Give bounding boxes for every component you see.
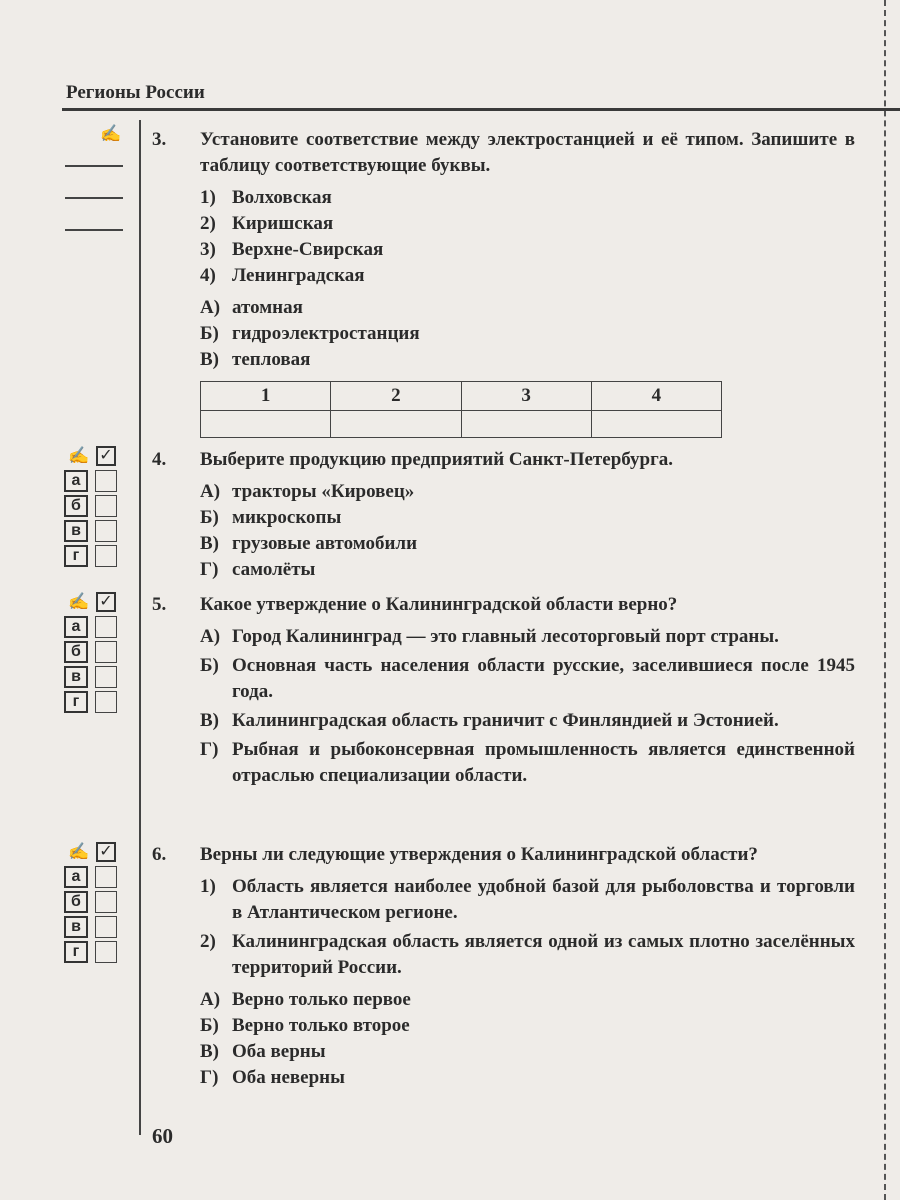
answer-box[interactable]	[95, 641, 117, 663]
pencil-icon: ✍	[68, 592, 90, 611]
question-text: Установите соответствие между электростанцией и её типом. Запишите в таблицу соответствующие буквы.	[200, 129, 855, 176]
option-key: Б)	[200, 655, 219, 676]
list-item	[200, 1013, 855, 1039]
letter-box: б	[64, 891, 88, 913]
letter-box: а	[64, 470, 88, 492]
option-text: Рыбная и рыбоконсервная промышленность является единственной отраслью специализации области.	[232, 739, 855, 786]
statement-text: Область является наиболее удобной базой для рыболовства и торговли в Атлантическом регионе.	[232, 876, 855, 923]
checkbox-icon: ✓	[96, 592, 116, 612]
letter-box: г	[64, 545, 88, 567]
item-text: Ленинградская	[232, 265, 365, 286]
list-item	[200, 624, 855, 650]
list-item	[200, 1065, 855, 1091]
list-item	[200, 557, 855, 583]
list-item	[200, 531, 855, 557]
question-text: Какое утверждение о Калининградской области верно?	[200, 594, 678, 615]
item-key: 4)	[200, 265, 216, 286]
question-text: Верны ли следующие утверждения о Калининградской области?	[200, 844, 758, 865]
option-key: Г)	[200, 739, 219, 760]
question-4	[152, 447, 855, 583]
checkbox-icon: ✓	[96, 446, 116, 466]
checkbox-icon: ✓	[96, 842, 116, 862]
question-3	[152, 127, 855, 438]
statement-key: 2)	[200, 931, 216, 952]
answer-box[interactable]	[95, 666, 117, 688]
list-item	[200, 708, 855, 734]
answer-box[interactable]	[95, 866, 117, 888]
table-header: 4	[591, 382, 721, 411]
list-item	[200, 347, 855, 373]
answer-box[interactable]	[95, 520, 117, 542]
item-key: 3)	[200, 239, 216, 260]
list-item	[200, 211, 855, 237]
table-header: 1	[201, 382, 331, 411]
letter-box: в	[64, 666, 88, 688]
pencil-icon: ✍	[100, 124, 122, 143]
item-key: Б)	[200, 323, 219, 344]
list-item	[200, 653, 855, 705]
question-number: 3.	[152, 129, 167, 150]
item-text: гидроэлектростанция	[232, 323, 420, 344]
option-key: А)	[200, 626, 221, 647]
option-text: Калининградская область граничит с Финляндией и Эстонией.	[232, 710, 779, 731]
list-item	[200, 737, 855, 789]
answer-box[interactable]	[95, 545, 117, 567]
answer-box[interactable]	[95, 616, 117, 638]
margin-rule	[139, 120, 141, 1135]
list-item	[200, 505, 855, 531]
pencil-icon: ✍	[68, 446, 90, 465]
answer-box[interactable]	[95, 495, 117, 517]
item-text: тепловая	[232, 349, 311, 370]
question-number: 5.	[152, 594, 167, 615]
option-key: В)	[200, 710, 219, 731]
letter-box: а	[64, 866, 88, 888]
option-text: Оба верны	[232, 1041, 326, 1062]
option-text: Верно только второе	[232, 1015, 410, 1036]
option-key: В)	[200, 533, 219, 554]
question-number: 6.	[152, 844, 167, 865]
running-header: Регионы России	[66, 82, 205, 103]
item-text: Киришская	[232, 213, 334, 234]
list-item	[200, 479, 855, 505]
option-text: самолёты	[232, 559, 316, 580]
write-line	[65, 229, 123, 231]
letter-box: б	[64, 495, 88, 517]
table-header: 3	[461, 382, 591, 411]
option-key: Г)	[200, 559, 219, 580]
option-text: Верно только первое	[232, 989, 411, 1010]
page-edge	[884, 0, 886, 1200]
answer-box[interactable]	[95, 941, 117, 963]
list-item	[200, 987, 855, 1013]
answer-box[interactable]	[95, 916, 117, 938]
option-text: тракторы «Кировец»	[232, 481, 415, 502]
letter-box: г	[64, 941, 88, 963]
option-key: А)	[200, 989, 221, 1010]
write-line	[65, 197, 123, 199]
pencil-icon: ✍	[68, 842, 90, 861]
option-key: Б)	[200, 1015, 219, 1036]
answer-cell[interactable]	[331, 411, 461, 438]
answer-cell[interactable]	[591, 411, 721, 438]
list-item	[200, 185, 855, 211]
option-key: Г)	[200, 1067, 219, 1088]
option-text: грузовые автомобили	[232, 533, 418, 554]
option-text: Город Калининград — это главный лесоторговый порт страны.	[232, 626, 779, 647]
option-key: Б)	[200, 507, 219, 528]
write-line	[65, 165, 123, 167]
table-header: 2	[331, 382, 461, 411]
option-key: А)	[200, 481, 221, 502]
list-item	[200, 321, 855, 347]
item-key: 1)	[200, 187, 216, 208]
header-rule	[62, 108, 900, 111]
letter-box: в	[64, 916, 88, 938]
statement-text: Калининградская область является одной из самых плотно заселённых территорий России.	[232, 931, 855, 978]
item-key: А)	[200, 297, 221, 318]
letter-box: в	[64, 520, 88, 542]
item-text: Волховская	[232, 187, 332, 208]
answer-cell[interactable]	[461, 411, 591, 438]
item-text: Верхне-Свирская	[232, 239, 384, 260]
letter-box: б	[64, 641, 88, 663]
question-number: 4.	[152, 449, 167, 470]
statement-key: 1)	[200, 876, 216, 897]
item-key: 2)	[200, 213, 216, 234]
option-text: Основная часть населения области русские, заселившиеся после 1945 года.	[232, 655, 855, 702]
list-item	[200, 1039, 855, 1065]
question-6	[152, 842, 855, 1091]
question-text: Выберите продукцию предприятий Санкт-Петербурга.	[200, 449, 673, 470]
answer-box[interactable]	[95, 470, 117, 492]
option-text: микроскопы	[232, 507, 342, 528]
item-key: В)	[200, 349, 219, 370]
answer-cell[interactable]	[201, 411, 331, 438]
list-item	[200, 295, 855, 321]
item-text: атомная	[232, 297, 303, 318]
letter-box: а	[64, 616, 88, 638]
option-key: В)	[200, 1041, 219, 1062]
list-item	[200, 929, 855, 981]
list-item	[200, 237, 855, 263]
answer-box[interactable]	[95, 891, 117, 913]
option-text: Оба неверны	[232, 1067, 345, 1088]
letter-box: г	[64, 691, 88, 713]
question-5	[152, 592, 855, 789]
list-item	[200, 874, 855, 926]
answer-box[interactable]	[95, 691, 117, 713]
answer-table	[200, 381, 722, 438]
page-number: 60	[152, 1124, 173, 1148]
list-item	[200, 263, 855, 289]
